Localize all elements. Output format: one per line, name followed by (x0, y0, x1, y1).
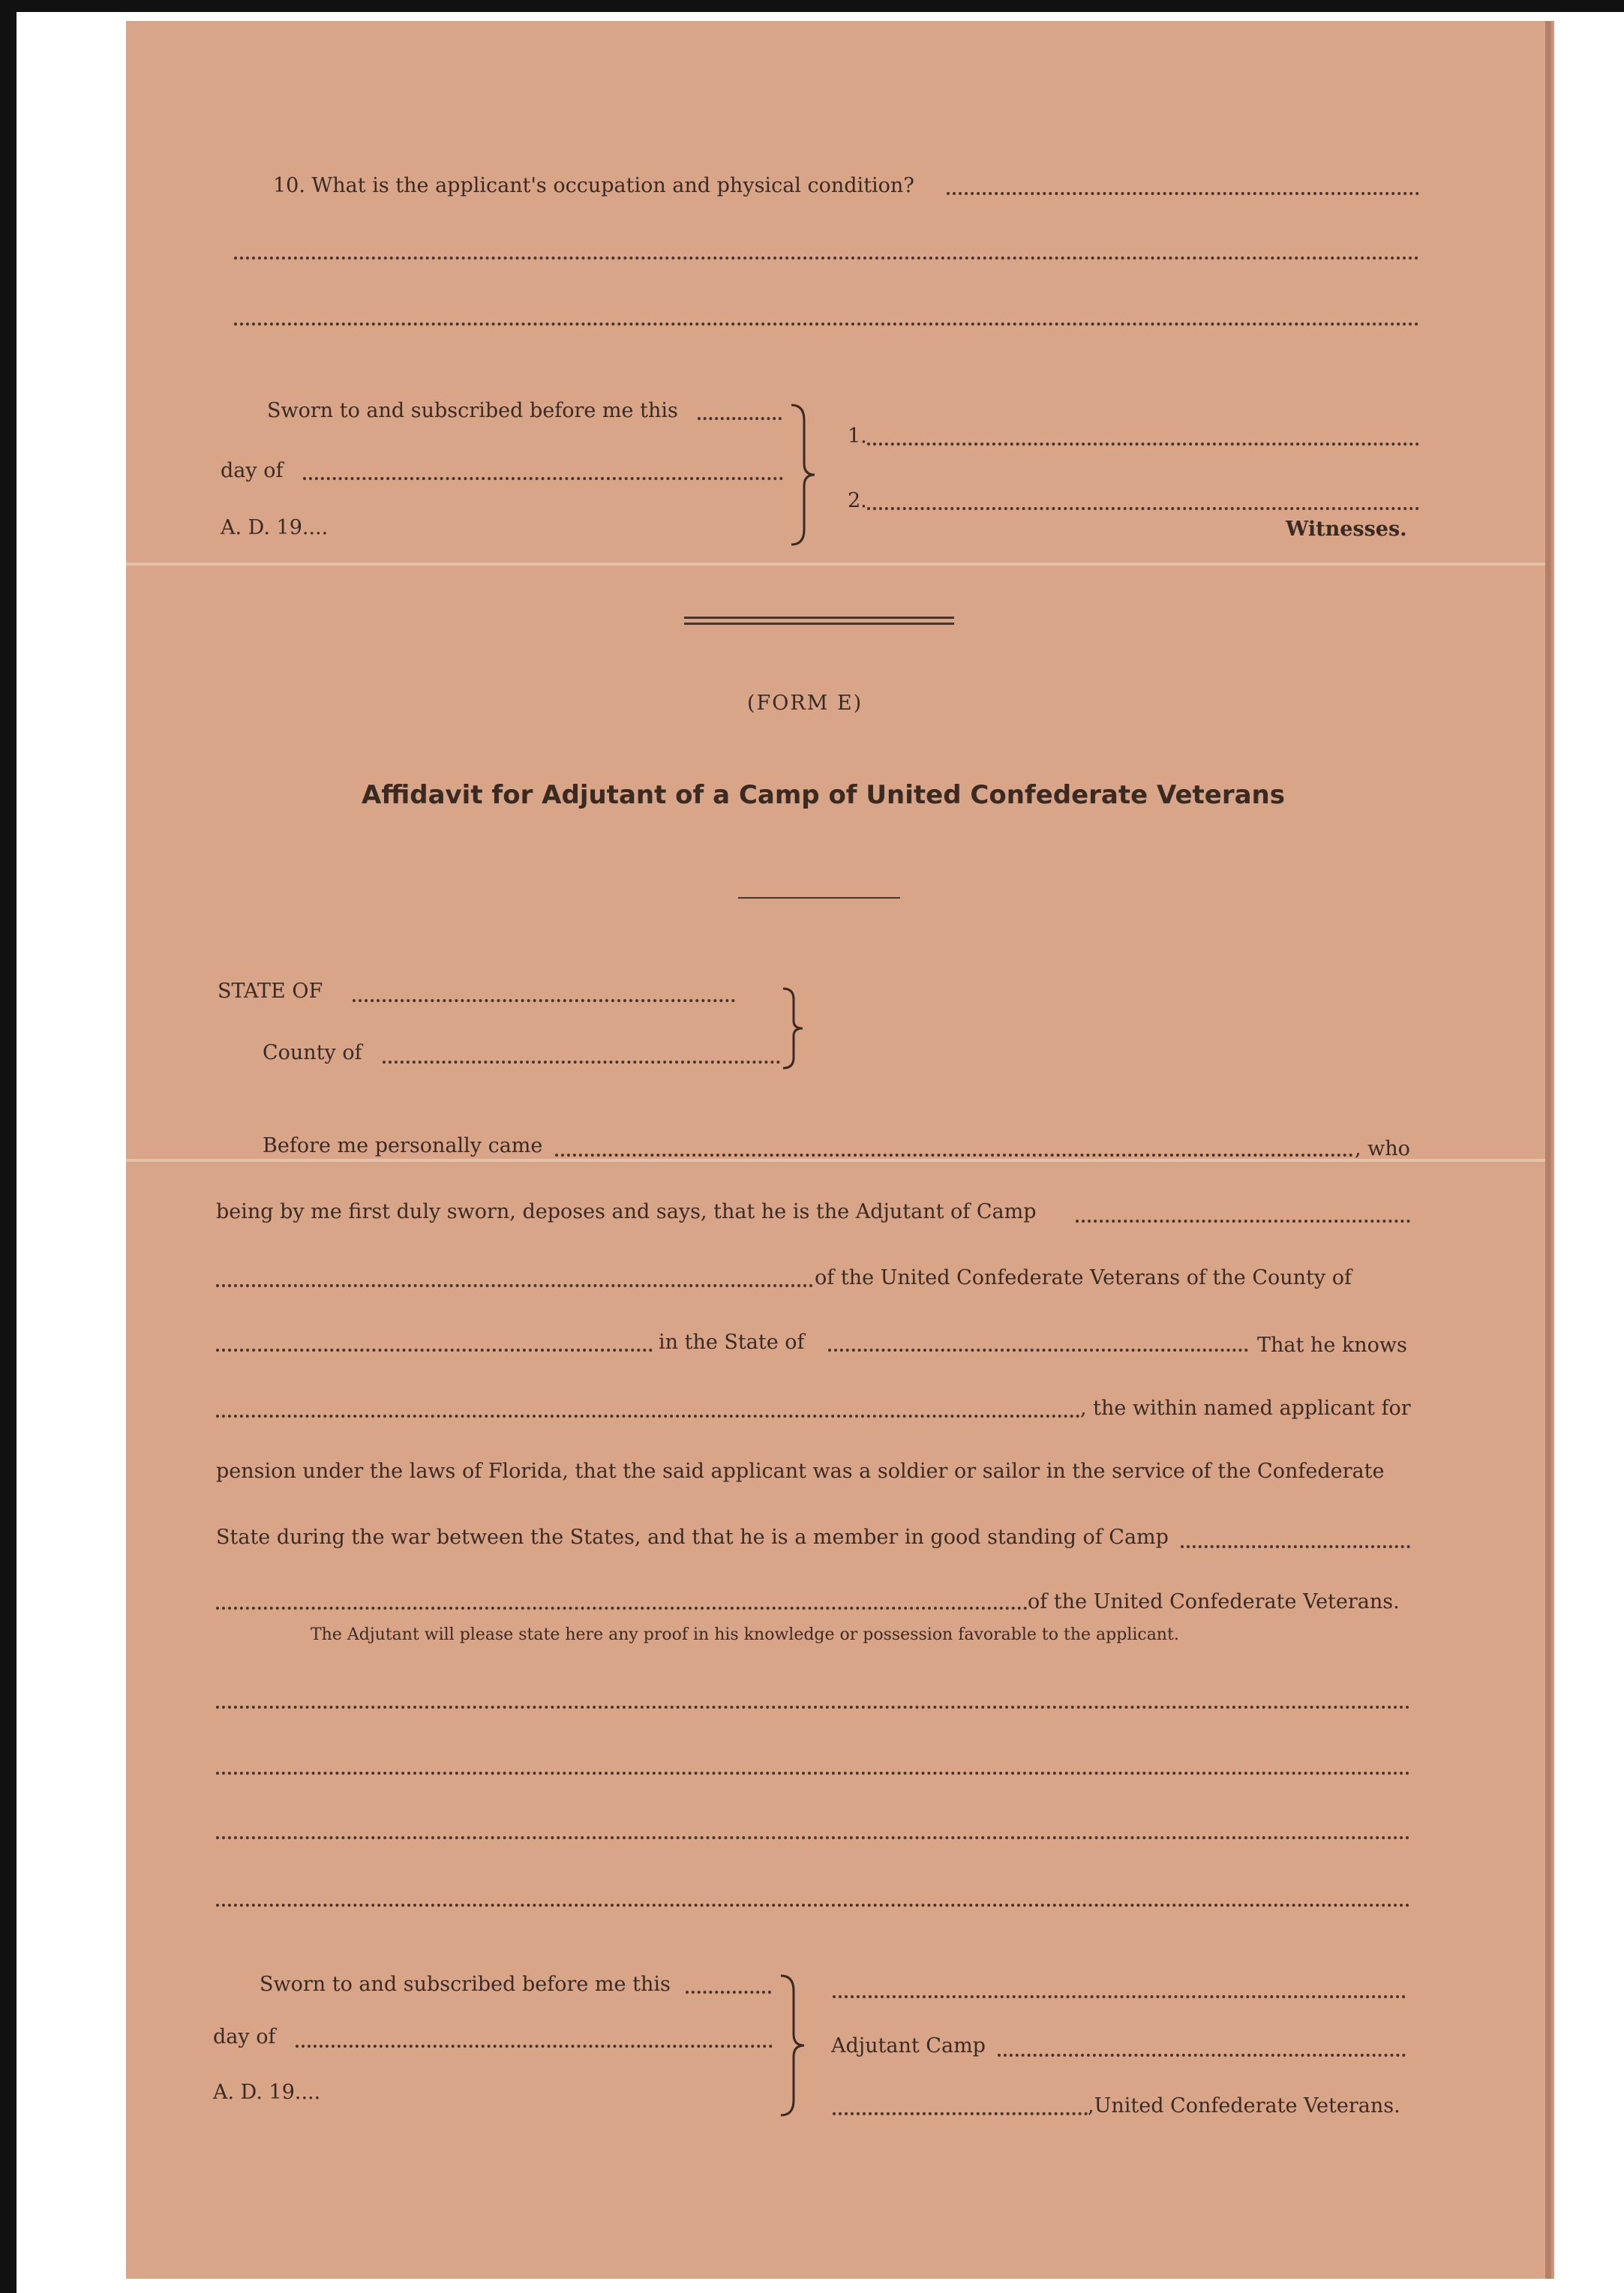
county-fill-line (216, 1349, 653, 1352)
body-line-1-end: , who (1355, 1137, 1410, 1160)
answer-line (947, 192, 1419, 195)
witness-2-number: 2. (848, 489, 867, 512)
body-line-8: of the United Confederate Veterans. (1028, 1590, 1400, 1613)
signature-line (833, 1995, 1406, 1998)
sworn-text-2: Sworn to and subscribed before me this (260, 1973, 671, 1996)
adjutant-camp-label: Adjutant Camp (831, 2034, 986, 2057)
fill-line (698, 417, 782, 420)
day-of-label-2: day of (213, 2025, 276, 2048)
brace-icon (788, 404, 818, 546)
brace-icon (777, 1974, 807, 2117)
camp-line-cont (216, 1284, 813, 1287)
body-line-4-end: That he knows (1257, 1334, 1407, 1357)
adjutant-note: The Adjutant will please state here any proof in his knowledge or possession favorable to the applicant. (311, 1625, 1179, 1644)
day-of-label: day of (221, 459, 284, 482)
divider-rule (684, 623, 954, 625)
proof-line-2 (216, 1772, 1410, 1775)
body-line-2: being by me first duly sworn, deposes and says, that he is the Adjutant of Camp (216, 1200, 1037, 1223)
proof-line-4 (216, 1904, 1410, 1907)
answer-line (234, 323, 1419, 326)
ad-year: A. D. 19.... (221, 516, 329, 539)
proof-line-1 (216, 1706, 1410, 1709)
body-line-5: , the within named applicant for (1080, 1397, 1411, 1420)
witnesses-label: Witnesses. (1286, 518, 1407, 541)
ad-year-2: A. D. 19.... (213, 2081, 321, 2104)
body-line-3: of the United Confederate Veterans of the County of (815, 1266, 1352, 1289)
fold-line (126, 1159, 1545, 1162)
name-line (555, 1154, 1353, 1157)
scan-border-left (0, 0, 17, 2293)
camp-standing-line-cont (216, 1607, 1028, 1610)
adjutant-camp-line (998, 2054, 1406, 2057)
scan-border-top (0, 0, 1624, 12)
witness-2-line (867, 507, 1419, 510)
ucv-label: ,United Confederate Veterans. (1088, 2094, 1400, 2117)
state-fill-line (828, 1349, 1248, 1352)
state-of-label: STATE OF (218, 980, 323, 1003)
body-line-4: in the State of (659, 1331, 805, 1354)
fold-line (126, 563, 1545, 566)
camp-line (1076, 1220, 1410, 1223)
body-line-7: State during the war between the States, and that he is a member in good standing of Camp (216, 1526, 1169, 1549)
fill-line (686, 1991, 771, 1994)
title-underline (738, 897, 900, 899)
fill-line (303, 477, 783, 480)
state-line (353, 999, 735, 1002)
county-of-label: County of (263, 1041, 362, 1064)
witness-1-line (867, 443, 1419, 446)
proof-line-3 (216, 1836, 1410, 1839)
county-line (383, 1061, 780, 1064)
divider-rule (684, 617, 954, 619)
body-line-1: Before me personally came (263, 1134, 543, 1157)
camp-standing-line (1181, 1545, 1410, 1548)
applicant-name-line (216, 1415, 1080, 1418)
question-10: 10. What is the applicant's occupation and physical condition? (273, 174, 914, 197)
form-title: Affidavit for Adjutant of a Camp of United Confederate Veterans (362, 780, 1285, 810)
sworn-text: Sworn to and subscribed before me this (267, 399, 678, 422)
fill-line (296, 2045, 773, 2048)
form-label: (FORM E) (747, 692, 863, 715)
witness-1-number: 1. (848, 425, 867, 448)
ucv-line (833, 2112, 1088, 2115)
brace-icon (780, 987, 807, 1070)
answer-line (234, 257, 1419, 260)
body-line-6: pension under the laws of Florida, that the said applicant was a soldier or sailor in the service of the Confederate (216, 1460, 1385, 1483)
